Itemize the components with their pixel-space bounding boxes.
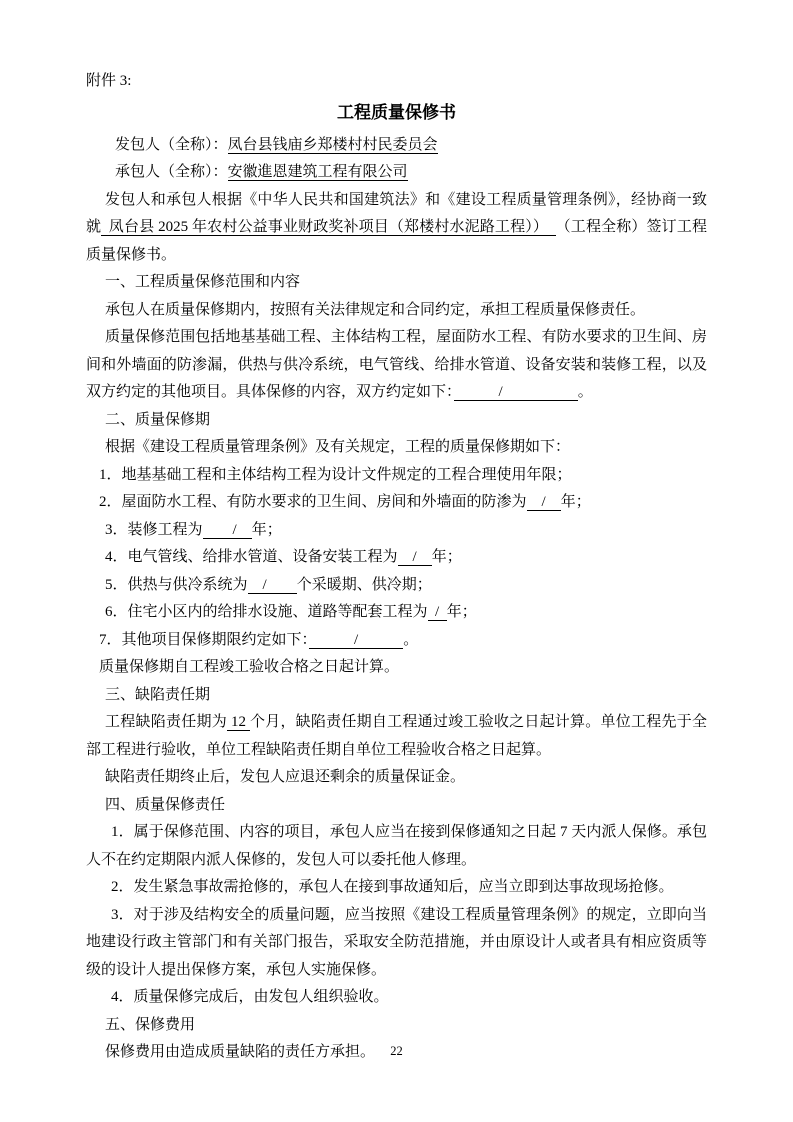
item-blank: / <box>397 549 432 565</box>
section3-para2: 缺陷责任期终止后，发包人应退还剩余的质量保证金。 <box>105 769 466 785</box>
contractor-name: 安徽進恩建筑工程有限公司 <box>227 164 408 180</box>
responsibility-item-3: 3．对于涉及结构安全的质量问题，应当按照《建设工程质量管理条例》的规定，立即向当地建设行政主管部门和有关部门报告，采取安全防范措施，并由原设计人或者具有相应资质等级的设计人提出保修方案，承包人实施保修。 <box>86 906 707 978</box>
warranty-item-6 <box>86 599 707 627</box>
responsibility-item-2: 2．发生紧急事故需抢修的，承包人在接到事故通知后，应当立即到达事故现场抢修。 <box>111 879 674 895</box>
item-text-end: 年； <box>431 549 462 565</box>
section3-para1 <box>86 709 707 764</box>
employer-name: 凤台县钱庙乡郑楼村村民委员会 <box>227 136 438 153</box>
scope-blank: / <box>453 384 578 400</box>
section5-para1: 保修费用由造成质量缺陷的责任方承担。 <box>105 1044 376 1060</box>
responsibility-item-4: 4．质量保修完成后，由发包人组织验收。 <box>111 989 389 1005</box>
attachment-label: 附件 3: <box>86 73 132 89</box>
intro-text-after: （工程全称）签订工程质量保修书。 <box>86 219 707 263</box>
item-blank: / <box>309 631 404 648</box>
contractor-label: 承包人（全称）： <box>115 164 228 180</box>
section1-heading: 一、工程质量保修范围和内容 <box>105 274 301 290</box>
document-title: 工程质量保修书 <box>337 102 456 122</box>
intro-text-before: 发包人和承包人根据《中华人民共和国建筑法》和《建设工程质量管理条例》，经协商一致就 <box>86 191 707 235</box>
warranty-item-3 <box>86 517 707 545</box>
contractor-line <box>86 159 707 187</box>
section3-heading: 三、缺陷责任期 <box>105 686 211 703</box>
section5-heading: 五、保修费用 <box>105 1016 196 1033</box>
item-text: 7．其他项目保修期限约定如下： <box>99 631 310 648</box>
defect-period-value: 12 <box>226 714 250 730</box>
section2-closing: 质量保修期自工程竣工验收合格之日起计算。 <box>99 659 400 675</box>
warranty-item-4 <box>86 544 707 572</box>
employer-label: 发包人（全称）： <box>115 136 228 153</box>
intro-paragraph <box>86 187 707 270</box>
section4-heading: 四、质量保修责任 <box>105 796 226 813</box>
scope-text: 质量保修范围包括地基基础工程、主体结构工程，屋面防水工程、有防水要求的卫生间、房间和外墙面的防渗漏，供热与供冷系统，电气管线、给排水管道、设备安装和装修工程，以及双方约定的其他项目。具体保修的内容，双方约定如下： <box>86 329 707 400</box>
item-text-end: 年； <box>251 521 282 538</box>
section1-para1: 承包人在质量保修期内，按照有关法律规定和合同约定，承担工程质量保修责任。 <box>105 301 646 318</box>
item-blank: / <box>427 604 447 620</box>
section1-para2 <box>86 324 707 407</box>
item-text: 6．住宅小区内的给排水设施、道路等配套工程为 <box>105 604 428 620</box>
warranty-item-2 <box>86 489 707 517</box>
scope-text-end: 。 <box>577 384 593 400</box>
section2-heading: 二、质量保修期 <box>105 411 211 428</box>
item-blank: / <box>526 494 561 510</box>
item-text: 5．供热与供冷系统为 <box>105 576 248 593</box>
warranty-item-1 <box>86 462 707 490</box>
employer-line <box>86 132 707 160</box>
item-text: 1．地基基础工程和主体结构工程为设计文件规定的工程合理使用年限； <box>99 466 572 483</box>
item-text: 4．电气管线、给排水管道、设备安装工程为 <box>105 549 398 565</box>
item-text-end: 。 <box>403 631 419 648</box>
responsibility-item-1: 1．属于保修范围、内容的项目，承包人应当在接到保修通知之日起 7 天内派人保修。承包人不在约定期限内派人保修的，发包人可以委托他人修理。 <box>86 824 707 868</box>
warranty-item-7 <box>86 627 707 655</box>
defect-text-end: 个月，缺陷责任期自工程通过竣工验收之日起计算。单位工程先于全部工程进行验收，单位工程缺陷责任期自单位工程验收合格之日起算。 <box>86 714 707 758</box>
item-text-end: 个采暖期、供冷期； <box>296 576 432 593</box>
item-text: 2．屋面防水工程、有防水要求的卫生间、房间和外墙面的防渗为 <box>99 494 527 510</box>
item-text-end: 年； <box>446 604 477 620</box>
project-name: 凤台县 2025 年农村公益事业财政奖补项目（郑楼村水泥路工程）） <box>101 219 556 235</box>
item-text: 3．装修工程为 <box>105 521 203 538</box>
page-number: 22 <box>390 1044 403 1058</box>
warranty-item-5 <box>86 572 707 600</box>
defect-text: 工程缺陷责任期为 <box>105 714 227 730</box>
item-blank: / <box>247 576 297 593</box>
item-text-end: 年； <box>560 494 591 510</box>
item-blank: / <box>202 521 252 538</box>
section2-intro: 根据《建设工程质量管理条例》及有关规定，工程的质量保修期如下： <box>105 439 571 455</box>
